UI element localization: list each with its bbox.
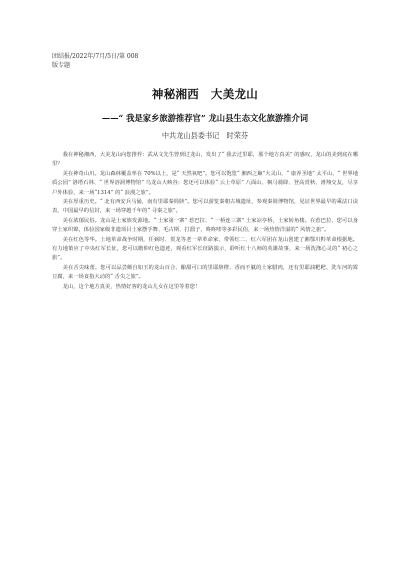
paragraph-food: 美在舌尖味蕾。您可以品尝颇自如玉的龙山百合、酿甜可口的里耶脐橙、香而不腻的土家腊肉，还有里耶油粑粑、洗车河的霉豆腐，来一场食指大动的“ 舌尖之旅”。 (52, 264, 358, 281)
source-line-1: 团结报/2022年/7月/5日/第 008 (52, 53, 139, 60)
paragraph-folk-customs: 美在浓郁民俗。龙山是土家族发源地。“ 土家第一寨” 惹巴拉、“ 一桥连三寨” 土家凉亭桥，土家转角楼。在惹巴拉、您可以身穿土家织锦，体验国家级非遗项目土家摆手舞、毛古斯、打溜子，咚咚喹等多彩民俗，来一场热情洋溢的“ 风情之旅”。 (52, 217, 358, 234)
paragraph-landscape: 美在神奇山川。龙山森林覆盖率在 70%以上，是“ 天然氧吧”。您可以饱览“ 湘西之巅”大灵山、“ 康养圣地” 太平山、“ 世界地质公园” 洛塔石林、“ 世界溶洞博物馆” 乌龙山大峡谷；您还可以体验“ 云上草原” 八面山、枫马骑降、登高赏秋、滑翔交友，尽享户外体验，来一场“1314” 的“ 浪漫之旅”。 (52, 170, 358, 196)
paragraph-intro: 我在神秘湘西，大美龙山向您推荐：武从文先生曾到过龙山，发出了“ 我去过里耶，那个地方真美” 的感叹，龙山的美到底在哪里？ (52, 152, 358, 168)
paragraph-history: 美在厚重历史。“ 北有西安兵马俑，南有里耶秦简牍”。您可以游览秦朝古城遗址，参观秦简博物馆，见证世界最早的乘法口诀表，中国最早的信封，来一场穿越千年的“ 寻秦之旅”。 (52, 199, 358, 215)
article-subtitle: ——“ 我是家乡旅游推荐官” 龙山县生态文化旅游推介词 (101, 113, 309, 123)
article-title: 神秘湘西 大美龙山 (151, 87, 259, 101)
source-line-2: 版专题 (52, 62, 71, 69)
paragraph-red-heritage: 美在红色等华。土地革命战争时期，任弼时、贺龙等老一辈革命家，带领红二、红六军团在龙山创建了湘鄂川黔革命根据地。有力地策应了中央红军长征，您可以瞻仰红色遗迹，观看红军长征路演示，聆听红十八师的英雄故事，来一场洗涤心灵的“ 初心之旅”。 (52, 236, 358, 262)
source-metadata (52, 52, 138, 70)
article-author: 中共龙山县委书记 时荣芬 (161, 131, 249, 140)
paragraph-closing: 龙山，这个地方真美，热情好客的龙山儿女在这里等着您！ (62, 283, 201, 290)
article-body (52, 151, 358, 292)
